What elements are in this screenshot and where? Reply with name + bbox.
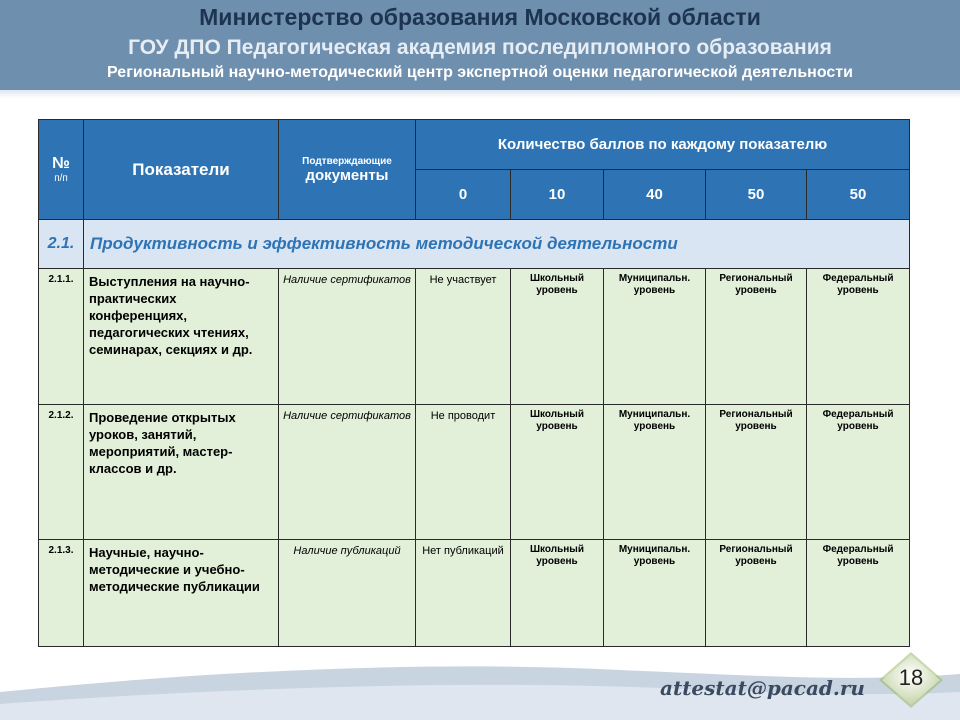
section-number: 2.1. bbox=[39, 220, 84, 269]
footer-email[interactable]: attestat@pacad.ru bbox=[660, 676, 865, 700]
row-level-regional: Региональный уровень bbox=[706, 269, 807, 405]
row-level-regional: Региональный уровень bbox=[706, 540, 807, 647]
col-header-indicators: Показатели bbox=[84, 120, 279, 220]
row-level-0: Не участвует bbox=[416, 269, 511, 405]
points-value: 0 bbox=[416, 170, 511, 220]
section-title: Продуктивность и эффективность методической деятельности bbox=[84, 220, 910, 269]
row-level-0: Нет публикаций bbox=[416, 540, 511, 647]
row-number: 2.1.1. bbox=[39, 269, 84, 405]
points-value: 40 bbox=[604, 170, 706, 220]
row-level-school: Школьный уровень bbox=[511, 405, 604, 540]
row-level-federal: Федеральный уровень bbox=[807, 269, 910, 405]
header-divider bbox=[0, 90, 960, 98]
row-level-0: Не проводит bbox=[416, 405, 511, 540]
documents-header-line2: документы bbox=[305, 166, 389, 184]
section-row bbox=[39, 220, 910, 269]
header-row-1 bbox=[39, 120, 910, 170]
row-level-municipal: Муниципальн. уровень bbox=[604, 540, 706, 647]
points-value: 50 bbox=[807, 170, 910, 220]
documents-header-line1: Подтверждающие bbox=[302, 155, 392, 167]
row-level-regional: Региональный уровень bbox=[706, 405, 807, 540]
points-value: 10 bbox=[511, 170, 604, 220]
table-row bbox=[39, 405, 910, 540]
row-level-federal: Федеральный уровень bbox=[807, 405, 910, 540]
row-level-federal: Федеральный уровень bbox=[807, 540, 910, 647]
row-documents: Наличие сертификатов bbox=[279, 269, 416, 405]
row-indicator: Научные, научно-методические и учебно-методические публикации bbox=[84, 540, 279, 647]
row-documents: Наличие публикаций bbox=[279, 540, 416, 647]
table-row bbox=[39, 540, 910, 647]
page-number: 18 bbox=[898, 665, 924, 690]
row-level-municipal: Муниципальн. уровень bbox=[604, 405, 706, 540]
criteria-table bbox=[38, 119, 910, 647]
row-number: 2.1.2. bbox=[39, 405, 84, 540]
row-indicator: Проведение открытых уроков, занятий, мероприятий, мастер-классов и др. bbox=[84, 405, 279, 540]
col-header-number bbox=[39, 120, 84, 220]
col-header-documents bbox=[279, 120, 416, 220]
points-value: 50 bbox=[706, 170, 807, 220]
number-symbol: № bbox=[52, 155, 70, 172]
table-row bbox=[39, 269, 910, 405]
row-level-municipal: Муниципальн. уровень bbox=[604, 269, 706, 405]
center-title: Региональный научно-методический центр экспертной оценки педагогической деятельности bbox=[107, 64, 853, 81]
row-level-school: Школьный уровень bbox=[511, 269, 604, 405]
header-banner bbox=[0, 0, 960, 90]
ministry-title: Министерство образования Московской области bbox=[199, 4, 761, 30]
row-number: 2.1.3. bbox=[39, 540, 84, 647]
criteria-table-wrapper bbox=[38, 119, 909, 647]
academy-title: ГОУ ДПО Педагогическая академия последипломного образования bbox=[128, 36, 832, 59]
row-indicator: Выступления на научно-практических конференциях, педагогических чтениях, семинарах, секциях и др. bbox=[84, 269, 279, 405]
number-subtitle: п/п bbox=[54, 173, 68, 184]
row-documents: Наличие сертификатов bbox=[279, 405, 416, 540]
row-level-school: Школьный уровень bbox=[511, 540, 604, 647]
col-header-points: Количество баллов по каждому показателю bbox=[416, 120, 910, 170]
